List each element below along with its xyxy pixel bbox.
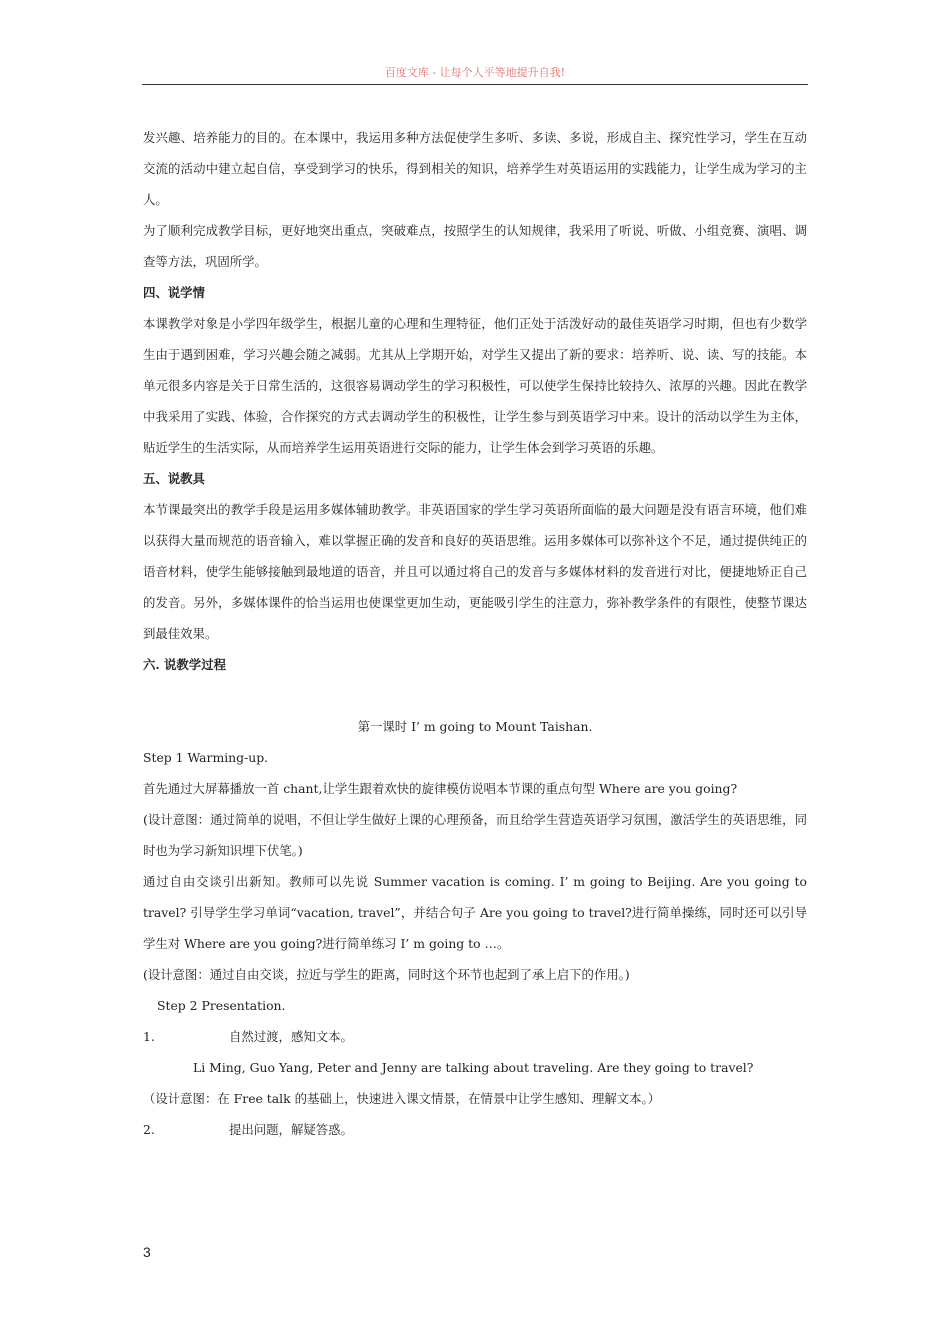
- list-item: [143, 1021, 807, 1052]
- section-heading-teaching-aids: 五、说教具: [143, 471, 205, 486]
- paragraph: Li Ming, Guo Yang, Peter and Jenny are talking about traveling. Are they going to travel?: [193, 1060, 754, 1075]
- step-heading: Step 1 Warming-up.: [143, 750, 269, 765]
- step-heading: Step 2 Presentation.: [157, 998, 286, 1013]
- list-text: 自然过渡，感知文本。: [229, 1029, 353, 1044]
- section-heading-learners: 四、说学情: [143, 285, 205, 300]
- list-number: 2.: [143, 1122, 155, 1137]
- paragraph: 通过自由交谈引出新知。教师可以先说 Summer vacation is coming. I’ m going to Beijing. Are you going to travel? 引导学生学习单词“vacation, travel”，并结合句子 Are you going to travel?进行简单操练，同时还可以引导学生对 Where are you going?进行简单练习 I’ m going to …。: [143, 874, 807, 951]
- paragraph: 首先通过大屏幕播放一首 chant,让学生跟着欢快的旋律模仿说唱本节课的重点句型 Where are you going?: [143, 781, 738, 796]
- paragraph: （设计意图：在 Free talk 的基础上，快速进入课文情景，在情景中让学生感知、理解文本。）: [143, 1091, 661, 1106]
- paragraph: 本节课最突出的教学手段是运用多媒体辅助教学。非英语国家的学生学习英语所面临的最大问题是没有语言环境，他们难以获得大量而规范的语音输入，难以掌握正确的发音和良好的英语思维。运用多媒体可以弥补这个不足，通过提供纯正的语音材料，使学生能够接触到最地道的语音，并且可以通过将自己的发音与多媒体材料的发音进行对比，便捷地矫正自己的发音。另外，多媒体课件的恰当运用也使课堂更加生动，更能吸引学生的注意力，弥补教学条件的有限性，使整节课达到最佳效果。: [143, 502, 807, 641]
- header-text: 百度文库 - 让每个人平等地提升自我!: [384, 66, 566, 79]
- paragraph: (设计意图：通过简单的说唱，不但让学生做好上课的心理预备，而且给学生营造英语学习氛围，激活学生的英语思维，同时也为学习新知识埋下伏笔。): [143, 812, 807, 858]
- list-text: 提出问题，解疑答惑。: [229, 1122, 353, 1137]
- list-item: [143, 1114, 807, 1145]
- page-number: 3: [143, 1244, 151, 1260]
- spacer: [143, 680, 807, 711]
- page-header: [142, 62, 808, 85]
- paragraph: 为了顺利完成教学目标，更好地突出重点，突破难点，按照学生的认知规律，我采用了听说、听做、小组竞赛、演唱、调查等方法，巩固所学。: [143, 223, 807, 269]
- document-body: [143, 122, 807, 1145]
- lesson-title: 第一课时 I’ m going to Mount Taishan.: [357, 719, 593, 734]
- paragraph: 发兴趣、培养能力的目的。在本课中，我运用多种方法促使学生多听、多读、多说，形成自主、探究性学习，学生在互动交流的活动中建立起自信，享受到学习的快乐，得到相关的知识，培养学生对英语运用的实践能力，让学生成为学习的主人。: [143, 130, 807, 207]
- paragraph: 本课教学对象是小学四年级学生，根据儿童的心理和生理特征，他们正处于活泼好动的最佳英语学习时期，但也有少数学生由于遇到困难，学习兴趣会随之减弱。尤其从上学期开始，对学生又提出了新的要求：培养听、说、读、写的技能。本单元很多内容是关于日常生活的，这很容易调动学生的学习积极性，可以使学生保持比较持久、浓厚的兴趣。因此在教学中我采用了实践、体验，合作探究的方式去调动学生的积极性，让学生参与到英语学习中来。设计的活动以学生为主体，贴近学生的生活实际，从而培养学生运用英语进行交际的能力，让学生体会到学习英语的乐趣。: [143, 316, 807, 455]
- list-number: 1.: [143, 1029, 155, 1044]
- section-heading-teaching-process: 六. 说教学过程: [143, 657, 226, 672]
- paragraph: (设计意图：通过自由交谈，拉近与学生的距离，同时这个环节也起到了承上启下的作用。): [143, 967, 630, 982]
